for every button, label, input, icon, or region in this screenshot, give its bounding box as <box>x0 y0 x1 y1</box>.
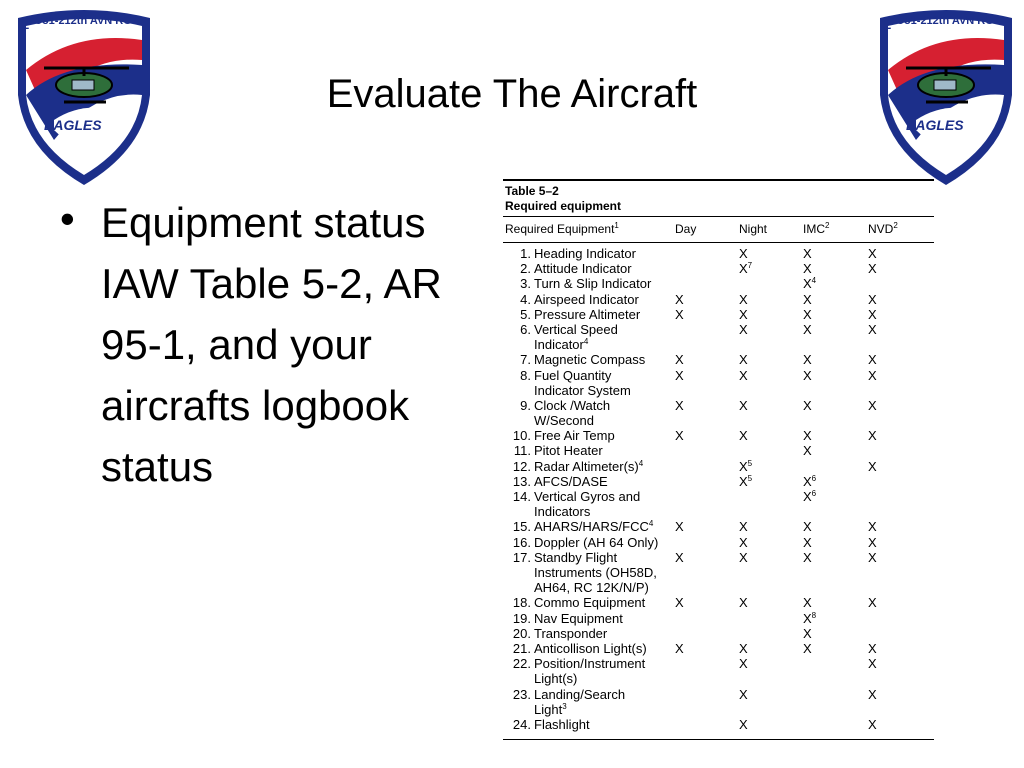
cell-imc: $X^6$ <box>803 473 817 489</box>
cell-imc: X <box>803 321 812 337</box>
logo-letter: F <box>884 21 892 35</box>
cell-nvd: X <box>868 716 877 732</box>
cell-night: X <box>739 549 748 565</box>
row-equipment: Radar $Altimeter(s)^4$ <box>534 458 644 474</box>
footnote-sup: 4 <box>583 337 589 347</box>
table-row <box>503 489 934 519</box>
footnote-sup: 6 <box>811 473 817 483</box>
cell-night: X <box>739 519 748 535</box>
cell-imc: X <box>803 352 812 368</box>
logo-badge-text: EAGLES <box>906 117 964 133</box>
table-row <box>503 292 934 307</box>
row-equipment: Pitot Heater <box>534 443 603 459</box>
cell-day: X <box>675 549 684 565</box>
header-imc-sup: 2 <box>825 221 830 230</box>
row-number: 20. <box>512 625 531 641</box>
header-equipment <box>505 222 619 236</box>
row-number: 8. <box>520 367 531 383</box>
row-equipment: Nav Equipment <box>534 610 623 626</box>
cell-night: X <box>739 352 748 368</box>
table-header-bottom-rule <box>503 242 934 243</box>
table-header-row <box>503 220 934 240</box>
footnote-sup: 3 <box>562 701 567 711</box>
row-number: 1. <box>520 246 531 261</box>
table-caption: Required equipment <box>505 199 622 213</box>
logo-arc-text: Co1-212th AVN RGT <box>896 15 1001 27</box>
cell-imc: X <box>803 397 812 413</box>
table-row <box>503 276 934 291</box>
cell-imc: X <box>803 306 812 322</box>
row-equipment: Transponder <box>534 625 608 641</box>
row-equipment: Pressure Altimeter <box>534 306 641 322</box>
header-nvd-sup: 2 <box>893 221 898 230</box>
footnote-sup: 7 <box>747 261 753 271</box>
table-row <box>503 352 934 367</box>
logo-letter: F <box>22 21 30 35</box>
cell-nvd: X <box>868 519 877 535</box>
row-number: 12. <box>512 458 531 474</box>
table-row <box>503 428 934 443</box>
row-equipment: Anticollison Light(s) <box>534 640 647 656</box>
cell-imc: X <box>803 519 812 535</box>
cell-imc: X <box>803 640 812 656</box>
row-equipment: Landing/Search Light$^3$ <box>534 686 626 717</box>
cell-night: X <box>739 306 748 322</box>
table-row <box>503 519 934 534</box>
cell-imc: X <box>803 595 812 611</box>
row-equipment: Attitude Indicator <box>534 261 632 277</box>
table-row <box>503 717 934 732</box>
header-nvd-label: NVD <box>868 222 894 236</box>
cell-night: X <box>739 428 748 444</box>
cell-night: X <box>739 321 748 337</box>
table-row <box>503 641 934 656</box>
slide-title: Evaluate The Aircraft <box>326 72 698 116</box>
logo-badge-text: EAGLES <box>44 117 102 133</box>
row-number: 4. <box>520 291 531 307</box>
cell-imc: $X^8$ <box>803 610 817 626</box>
table-row <box>503 595 934 610</box>
row-equipment: Commo Equipment <box>534 595 646 611</box>
table-row <box>503 261 934 276</box>
row-equipment: AHARS/HARS/FCC$^4$ <box>534 519 654 535</box>
cell-imc: X <box>803 428 812 444</box>
table-row <box>503 611 934 626</box>
table-body <box>503 246 934 732</box>
cell-day: X <box>675 519 684 535</box>
cell-nvd: X <box>868 656 877 672</box>
cell-night: X <box>739 291 748 307</box>
header-night: Night <box>739 222 768 236</box>
cell-imc: $X^4$ <box>803 276 817 292</box>
cell-night: X <box>739 534 748 550</box>
row-number: 16. <box>512 534 531 550</box>
row-equipment: Standby Flight Instruments (OH58D, AH64, RC 12K/N/P) <box>534 549 657 596</box>
row-equipment: AFCS/DASE <box>534 473 608 489</box>
row-equipment: Free Air Temp <box>534 428 615 444</box>
cell-nvd: X <box>868 321 877 337</box>
footnote-sup: 8 <box>811 610 817 620</box>
row-equipment: Fuel Quantity Indicator System <box>534 367 631 398</box>
row-number: 10. <box>512 428 531 444</box>
cell-day: X <box>675 397 684 413</box>
footnote-sup: 5 <box>747 458 753 468</box>
table-row <box>503 246 934 261</box>
table-number: Table 5–2 <box>505 184 559 198</box>
cell-nvd: X <box>868 306 877 322</box>
cell-nvd: X <box>868 686 877 702</box>
cell-day: X <box>675 595 684 611</box>
footnote-sup: 4 <box>648 519 654 529</box>
table-row <box>503 550 934 596</box>
table-row <box>503 459 934 474</box>
row-equipment: Magnetic Compass <box>534 352 646 368</box>
cell-night: X <box>739 246 748 261</box>
cell-night: $X^5$ <box>739 473 753 489</box>
cell-nvd: X <box>868 549 877 565</box>
row-number: 5. <box>520 306 531 322</box>
bullet-dot: • <box>60 195 75 242</box>
table-top-rule <box>503 179 934 181</box>
cell-nvd: X <box>868 534 877 550</box>
footnote-sup: 4 <box>638 458 644 468</box>
cell-nvd: X <box>868 458 877 474</box>
row-number: 22. <box>512 656 531 672</box>
row-number: 17. <box>512 549 531 565</box>
row-number: 15. <box>512 519 531 535</box>
cell-day: X <box>675 291 684 307</box>
table-row <box>503 535 934 550</box>
eagles-logo-left <box>4 0 164 190</box>
cell-night: X <box>739 656 748 672</box>
table-row <box>503 398 934 428</box>
cell-imc: $X^6$ <box>803 489 817 505</box>
footnote-sup: 4 <box>811 276 817 286</box>
footnote-sup: 5 <box>747 473 753 483</box>
table-row <box>503 322 934 352</box>
row-equipment: Vertical Speed Indicator$^4$ <box>534 321 618 353</box>
cell-night: X <box>739 640 748 656</box>
cell-imc: X <box>803 534 812 550</box>
table-label <box>505 184 621 214</box>
table-row <box>503 368 934 398</box>
header-imc-label: IMC <box>803 222 825 236</box>
row-equipment: Flashlight <box>534 716 590 732</box>
row-number: 3. <box>520 276 531 292</box>
header-nvd <box>868 222 898 236</box>
eagles-logo-right <box>866 0 1024 190</box>
bullet-list <box>60 192 490 497</box>
header-imc <box>803 222 829 236</box>
row-equipment: Position/Instrument Light(s) <box>534 656 646 687</box>
cell-imc: X <box>803 443 812 459</box>
cell-night: X <box>739 686 748 702</box>
table-row <box>503 656 934 686</box>
cell-day: X <box>675 306 684 322</box>
cell-imc: X <box>803 261 812 277</box>
row-number: 14. <box>512 489 531 505</box>
header-equipment-sup: 1 <box>614 221 619 230</box>
required-equipment-table <box>503 179 934 751</box>
cell-nvd: X <box>868 640 877 656</box>
table-row <box>503 474 934 489</box>
table-header-rule <box>503 216 934 217</box>
cell-nvd: X <box>868 428 877 444</box>
row-equipment: Heading Indicator <box>534 246 636 261</box>
row-number: 6. <box>520 321 531 337</box>
row-equipment: Doppler (AH 64 Only) <box>534 534 659 550</box>
cell-imc: X <box>803 246 812 261</box>
header-equipment-label: Required Equipment <box>505 222 615 236</box>
cell-day: X <box>675 640 684 656</box>
row-number: 23. <box>512 686 531 702</box>
row-number: 19. <box>512 610 531 626</box>
cell-nvd: X <box>868 291 877 307</box>
logo-arc-text: Co1-212th AVN RGT <box>34 15 139 27</box>
cell-day: X <box>675 367 684 383</box>
cell-night: X <box>739 397 748 413</box>
header-day: Day <box>675 222 697 236</box>
bullet-text: Equipment status IAW Table 5-2, AR 95-1, and your aircrafts logbook status <box>101 199 442 490</box>
cell-imc: X <box>803 291 812 307</box>
row-number: 13. <box>512 473 531 489</box>
table-row <box>503 626 934 641</box>
row-equipment: Vertical Gyros and Indicators <box>534 489 641 520</box>
table-row <box>503 687 934 717</box>
row-equipment: Turn & Slip Indicator <box>534 276 652 292</box>
table-row <box>503 307 934 322</box>
row-number: 2. <box>520 261 531 277</box>
cell-imc: X <box>803 367 812 383</box>
cell-imc: X <box>803 625 812 641</box>
cell-night: X <box>739 716 748 732</box>
cell-nvd: X <box>868 246 877 261</box>
cell-nvd: X <box>868 261 877 277</box>
row-number: 9. <box>520 397 531 413</box>
cell-night: X <box>739 367 748 383</box>
cell-day: X <box>675 428 684 444</box>
row-number: 18. <box>512 595 531 611</box>
cell-day: X <box>675 352 684 368</box>
row-number: 7. <box>520 352 531 368</box>
footnote-sup: 6 <box>811 489 817 499</box>
cell-nvd: X <box>868 367 877 383</box>
cell-night: $X^5$ <box>739 458 753 474</box>
row-equipment: Airspeed Indicator <box>534 291 639 307</box>
table-bottom-rule <box>503 739 934 740</box>
cell-nvd: X <box>868 352 877 368</box>
cell-nvd: X <box>868 397 877 413</box>
cell-night: X <box>739 595 748 611</box>
row-number: 21. <box>512 640 531 656</box>
row-number: 11. <box>513 443 531 459</box>
table-row <box>503 443 934 458</box>
cell-imc: X <box>803 549 812 565</box>
row-number: 24. <box>512 716 531 732</box>
cell-night: $X^7$ <box>739 261 753 277</box>
cell-nvd: X <box>868 595 877 611</box>
row-equipment: Clock /Watch W/Second <box>534 397 611 429</box>
